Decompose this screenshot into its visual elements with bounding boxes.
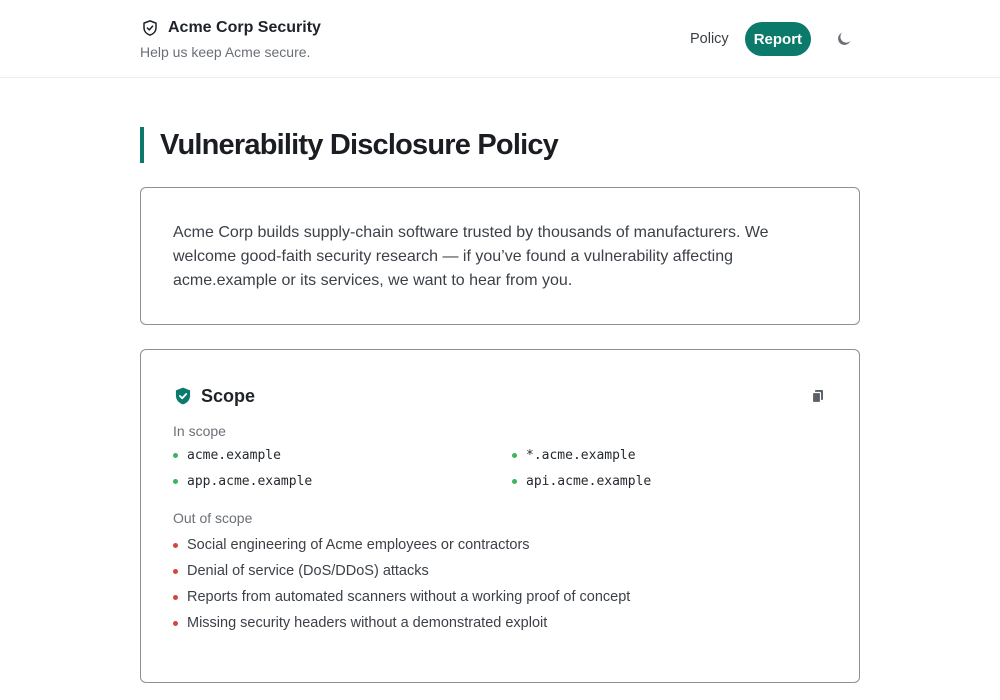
scope-title: Scope xyxy=(201,385,256,406)
out-of-scope-text: Denial of service (DoS/DDoS) attacks xyxy=(187,563,429,579)
bullet-dot xyxy=(512,479,517,484)
out-of-scope-item xyxy=(173,610,827,636)
page-title: Vulnerability Disclosure Policy xyxy=(140,127,558,163)
out-of-scope-item xyxy=(173,532,827,558)
moon-icon[interactable] xyxy=(833,28,855,50)
bullet-dot xyxy=(173,543,178,548)
bullet-dot xyxy=(173,621,178,626)
bullet-dot xyxy=(173,479,178,484)
intro-card xyxy=(140,187,860,325)
main-nav xyxy=(690,22,855,56)
copy-icon[interactable] xyxy=(810,388,826,404)
scope-card xyxy=(140,349,860,683)
in-scope-item xyxy=(173,471,512,491)
bullet-dot xyxy=(173,453,178,458)
in-scope-item xyxy=(173,445,512,465)
shield-check-icon xyxy=(140,18,160,38)
bullet-dot xyxy=(512,453,517,458)
site-tagline: Help us keep Acme secure. xyxy=(140,44,311,60)
bullet-dot xyxy=(173,595,178,600)
in-scope-item xyxy=(512,445,812,465)
in-scope-domain: *.acme.example xyxy=(526,447,636,463)
in-scope-item xyxy=(512,471,812,491)
out-of-scope-item xyxy=(173,558,827,584)
nav-policy-link[interactable]: Policy xyxy=(690,31,729,47)
out-of-scope-text: Missing security headers without a demonstrated exploit xyxy=(187,615,548,631)
in-scope-domain: acme.example xyxy=(187,447,281,463)
out-of-scope-label: Out of scope xyxy=(173,510,253,526)
top-bar xyxy=(0,0,1000,78)
out-of-scope-list xyxy=(173,532,827,636)
in-scope-domain: api.acme.example xyxy=(526,473,652,489)
report-button[interactable]: Report xyxy=(745,22,811,56)
scope-header xyxy=(173,384,827,408)
bullet-dot xyxy=(173,569,178,574)
out-of-scope-text: Social engineering of Acme employees or contractors xyxy=(187,537,530,553)
out-of-scope-text: Reports from automated scanners without a working proof of concept xyxy=(187,589,631,605)
intro-text: Acme Corp builds supply-chain software trusted by thousands of manufacturers. We welcome good-faith security research — if you’ve found a vulnerability affecting acme.example or its services, we want to hear from you. xyxy=(173,224,769,289)
in-scope-list xyxy=(173,445,827,491)
brand xyxy=(140,18,321,60)
in-scope-label: In scope xyxy=(173,423,226,439)
site-title[interactable]: Acme Corp Security xyxy=(168,19,321,36)
in-scope-domain: app.acme.example xyxy=(187,473,313,489)
shield-check-icon xyxy=(173,386,193,406)
out-of-scope-item xyxy=(173,584,827,610)
